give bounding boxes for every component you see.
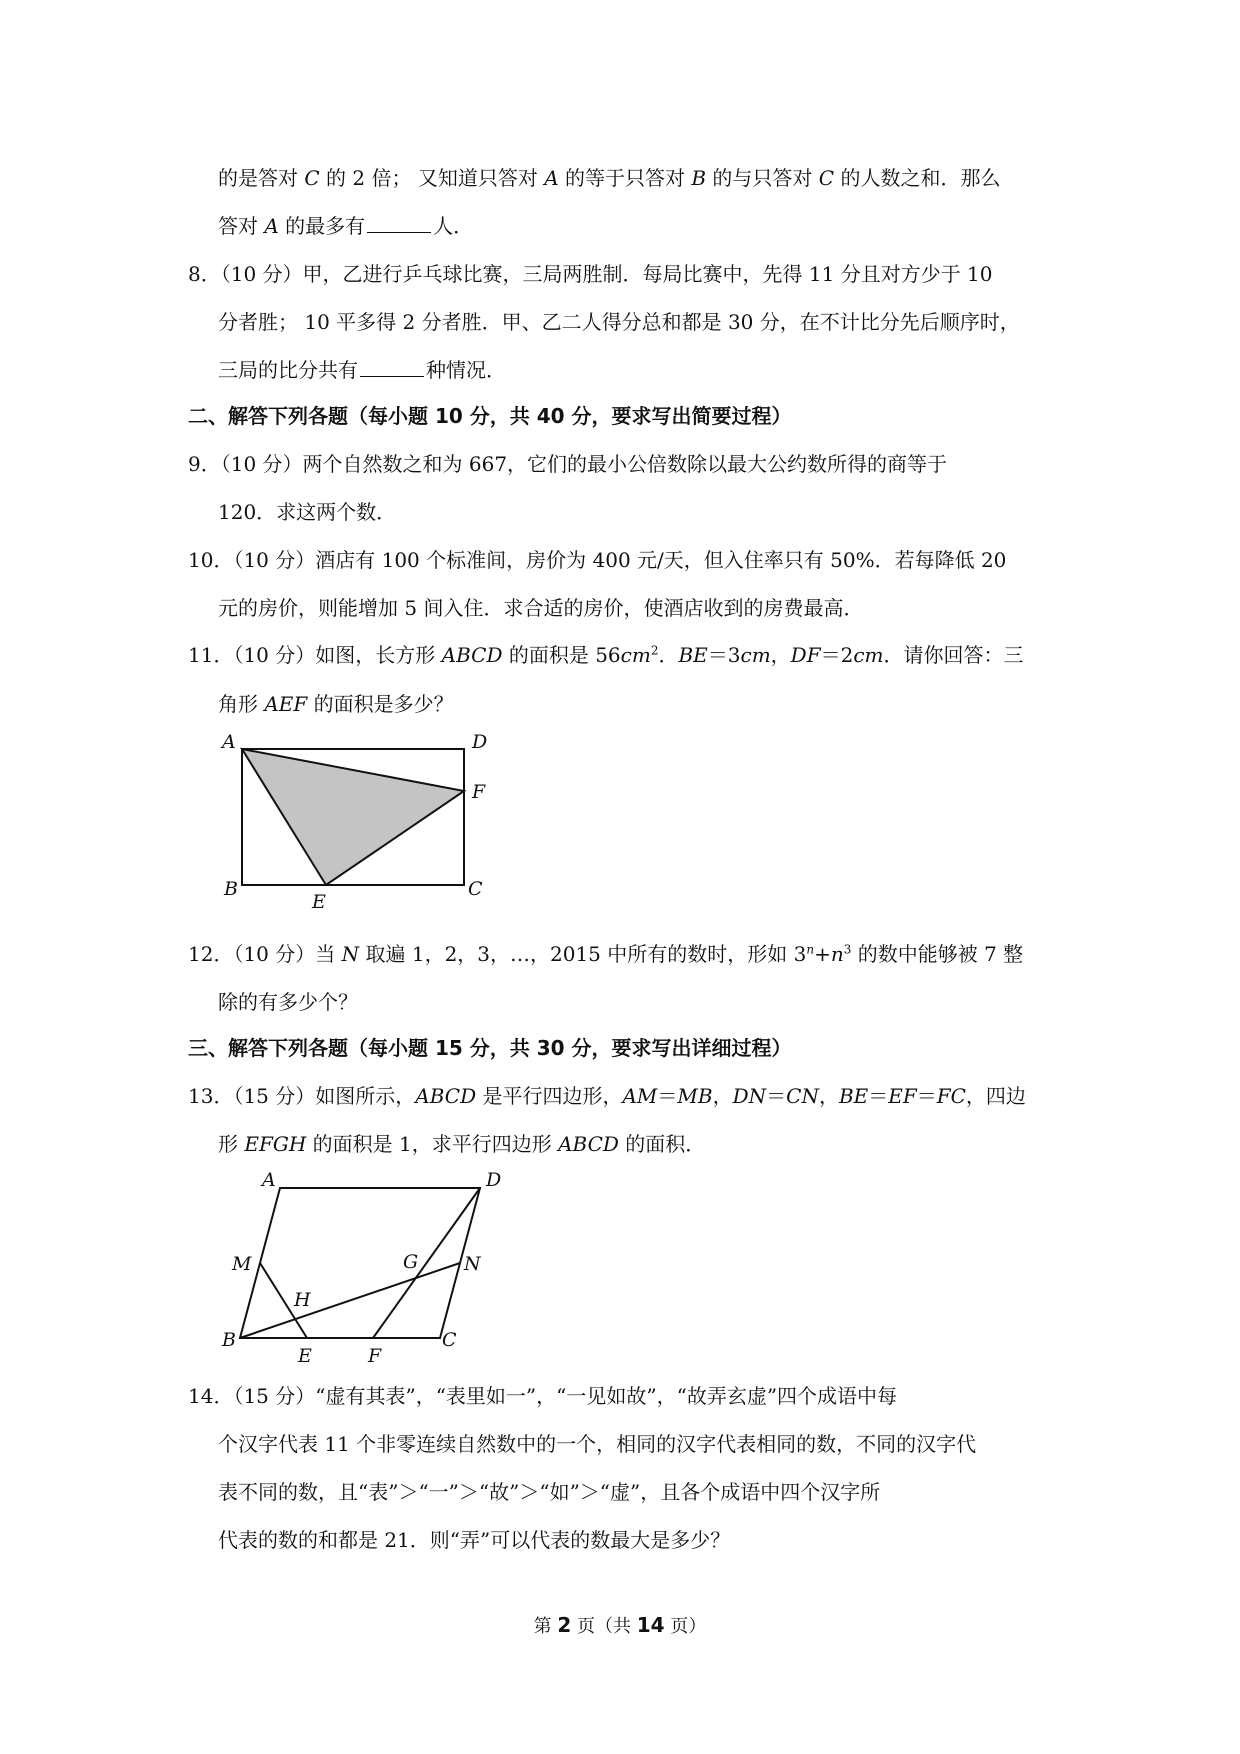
q14-line-1: 14．（15 分）“虚有其表”，“表里如一”，“一见如故”，“故弄玄虚”四个成语中每 <box>188 1384 898 1408</box>
q14-line-3: 表不同的数，且“表”＞“一”＞“故”＞“如”＞“虚”，且各个成语中四个汉字所 <box>218 1480 881 1504</box>
section-3-heading: 三、解答下列各题（每小题 15 分，共 30 分，要求写出详细过程） <box>188 1036 792 1060</box>
label-A: A <box>262 1169 276 1191</box>
q9-line-1: 9．（10 分）两个自然数之和为 667，它们的最小公倍数除以最大公约数所得的商等于 <box>188 452 948 476</box>
q8-line-1: 8．（10 分）甲，乙进行乒乓球比赛，三局两胜制．每局比赛中，先得 11 分且对方少于 10 <box>188 262 993 286</box>
label-B: B <box>222 1329 236 1351</box>
q11-line-2: 角形 AEF 的面积是多少？ <box>218 692 454 716</box>
label-E: E <box>298 1345 312 1367</box>
label-G: G <box>403 1251 419 1273</box>
label-M: M <box>232 1253 252 1275</box>
label-D: D <box>486 1169 502 1191</box>
label-E: E <box>312 891 326 913</box>
label-F: F <box>472 781 486 803</box>
label-F: F <box>368 1345 382 1367</box>
label-N: N <box>464 1253 481 1275</box>
q14-line-2: 个汉字代表 11 个非零连续自然数中的一个，相同的汉字代表相同的数，不同的汉字代 <box>218 1432 977 1456</box>
label-A: A <box>222 731 236 753</box>
label-B: B <box>224 878 238 900</box>
q10-line-2: 元的房价，则能增加 5 间入住．求合适的房价，使酒店收到的房费最高． <box>218 596 864 620</box>
q14-line-4: 代表的数的和都是 21．则“弄”可以代表的数最大是多少？ <box>218 1528 731 1552</box>
q12-line-1: 12．（10 分）当 N 取遍 1，2，3，…，2015 中所有的数时，形如 $3^n+n^3$ 的数中能够被 7 整 <box>188 942 1024 966</box>
q7-line-1: 的是答对 C 的 2 倍； 又知道只答对 A 的等于只答对 B 的与只答对 C 的人数之和．那么 <box>218 166 1001 190</box>
label-C: C <box>468 878 483 900</box>
q13-line-1: 13．（15 分）如图所示，ABCD 是平行四边形，AM＝MB，DN＝CN，BE＝EF＝FC，四边 <box>188 1084 1026 1108</box>
q11-line-1: 11．（10 分）如图，长方形 ABCD 的面积是 $56cm^2$．BE＝3cm，DF＝2cm．请你回答：三 <box>188 643 1024 667</box>
page-footer: 第 2 页（共 14 页） <box>533 1613 707 1637</box>
q8-line-2: 分者胜； 10 平多得 2 分者胜．甲、乙二人得分总和都是 30 分，在不计比分先后顺序时， <box>218 310 1020 334</box>
q8-line-3: 三局的比分共有 种情况． <box>218 358 506 382</box>
label-H: H <box>294 1289 311 1311</box>
section-2-heading: 二、解答下列各题（每小题 10 分，共 40 分，要求写出简要过程） <box>188 404 792 428</box>
segment-bn <box>240 1263 460 1338</box>
parallelogram-abcd <box>240 1188 480 1338</box>
label-D: D <box>472 731 488 753</box>
label-C: C <box>442 1329 457 1351</box>
q10-line-1: 10．（10 分）酒店有 100 个标准间，房价为 400 元/天，但入住率只有 50%．若每降低 20 <box>188 548 1007 572</box>
q7-line-2: 答对 A 的最多有 人． <box>218 214 474 238</box>
q9-line-2: 120．求这两个数． <box>218 500 397 524</box>
q13-line-2: 形 EFGH 的面积是 1，求平行四边形 ABCD 的面积． <box>218 1132 706 1156</box>
q12-line-2: 除的有多少个？ <box>218 990 358 1014</box>
